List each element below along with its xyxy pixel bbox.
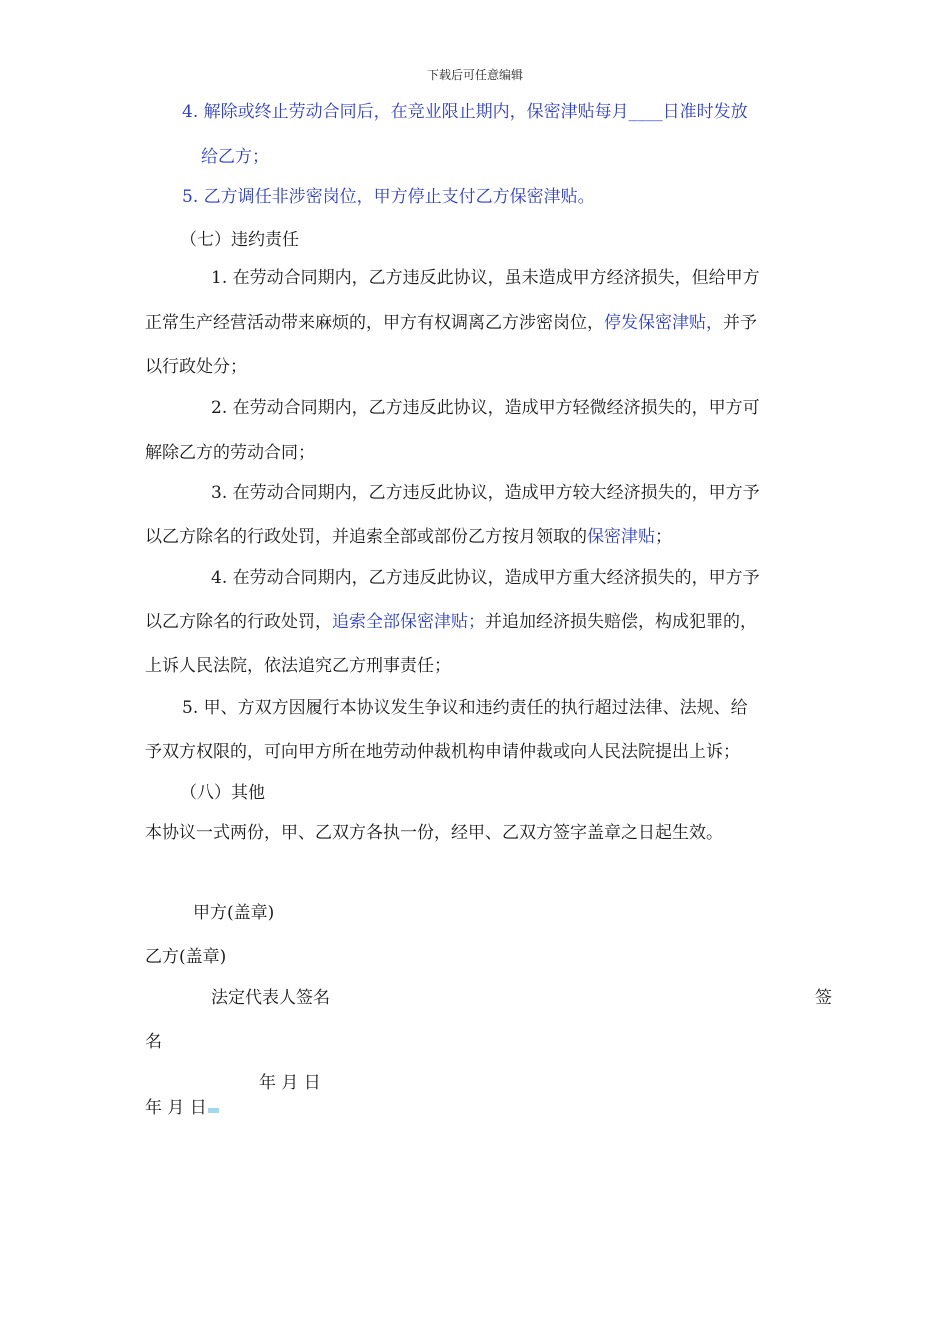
section-8-heading: （八）其他 <box>180 783 265 803</box>
section-7-p5-line-1: 5. 甲、方双方因履行本协议发生争议和违约责任的执行超过法律、法规、给 <box>182 698 748 718</box>
p1-text-highlight: 停发保密津贴， <box>604 313 723 333</box>
section-7-p4-line-3: 上诉人民法院，依法追究乙方刑事责任； <box>145 656 451 676</box>
section-7-p2-line-2: 解除乙方的劳动合同； <box>145 443 315 463</box>
p1-text-a: 正常生产经营活动带来麻烦的，甲方有权调离乙方涉密岗位， <box>145 313 604 333</box>
date-party-a: 年 月 日 <box>259 1073 321 1093</box>
text-cursor-marker <box>208 1108 219 1113</box>
p3-text-a: 以乙方除名的行政处罚，并追索全部或部份乙方按月领取的 <box>145 527 587 547</box>
p3-text-c: ； <box>655 527 672 547</box>
section-7-heading: （七）违约责任 <box>180 230 299 250</box>
section-7-p1-line-1: 1. 在劳动合同期内，乙方违反此协议，虽未造成甲方经济损失，但给甲方 <box>211 268 760 288</box>
date-party-b: 年 月 日 <box>145 1098 207 1118</box>
legal-representative-signature: 法定代表人签名 <box>211 988 330 1008</box>
clause-4-line-1: 4. 解除或终止劳动合同后，在竞业限止期内，保密津贴每月____日准时发放 <box>182 102 748 122</box>
section-7-p4-line-1: 4. 在劳动合同期内，乙方违反此协议，造成甲方重大经济损失的，甲方予 <box>211 568 760 588</box>
clause-4-line-2: 给乙方； <box>201 147 269 167</box>
date-party-b-line <box>145 1096 219 1120</box>
p1-text-c: 并予 <box>723 313 757 333</box>
p4-text-c: 并追加经济损失赔偿，构成犯罪的， <box>485 612 757 632</box>
section-7-p1-line-3: 以行政处分； <box>145 357 247 377</box>
section-7-p5-line-2: 予双方权限的，可向甲方所在地劳动仲裁机构申请仲裁或向人民法院提出上诉； <box>145 742 740 762</box>
signature-char-1: 签 <box>815 988 832 1008</box>
party-b-seal: 乙方(盖章) <box>145 947 227 967</box>
section-7-p3-line-1: 3. 在劳动合同期内，乙方违反此协议，造成甲方较大经济损失的，甲方予 <box>211 483 760 503</box>
section-8-body: 本协议一式两份，甲、乙双方各执一份，经甲、乙双方签字盖章之日起生效。 <box>145 823 723 843</box>
page-header: 下载后可任意编辑 <box>426 68 523 82</box>
section-7-p1-line-2 <box>145 311 757 335</box>
p4-text-a: 以乙方除名的行政处罚， <box>145 612 332 632</box>
clause-5: 5. 乙方调任非涉密岗位，甲方停止支付乙方保密津贴。 <box>182 187 595 207</box>
party-a-seal: 甲方(盖章) <box>193 903 275 923</box>
section-7-p3-line-2 <box>145 525 672 549</box>
signature-char-2: 名 <box>145 1032 162 1052</box>
p4-text-highlight: 追索全部保密津贴； <box>332 612 485 632</box>
p3-text-highlight: 保密津贴 <box>587 527 655 547</box>
section-7-p2-line-1: 2. 在劳动合同期内，乙方违反此协议，造成甲方轻微经济损失的，甲方可 <box>211 398 760 418</box>
section-7-p4-line-2 <box>145 610 757 634</box>
